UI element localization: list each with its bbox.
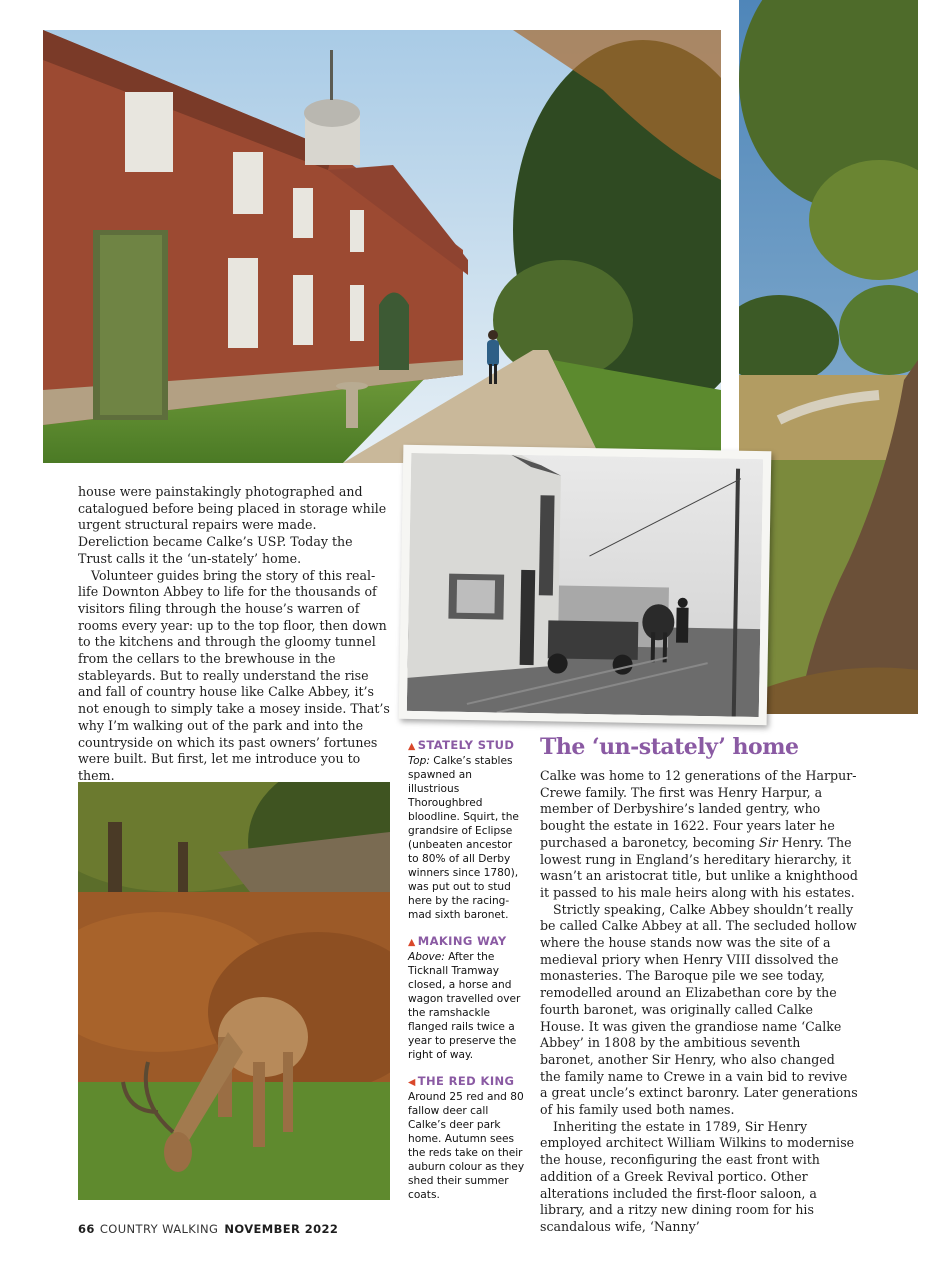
- stables-photo: [43, 30, 721, 463]
- intro-text: [78, 484, 390, 785]
- caption-column: [408, 738, 526, 1214]
- deer-photo: [78, 782, 390, 1200]
- caption-text: After the Ticknall Tramway closed, a horse and wagon travelled over the ramshackle flanged rails twice a year to preserve the right of way.: [408, 951, 521, 1061]
- caption-lead: Top:: [408, 755, 430, 767]
- caption-stately-stud: [408, 738, 526, 922]
- left-triangle-icon: ◀: [408, 1077, 416, 1088]
- caption-title: MAKING WAY: [417, 934, 507, 948]
- caption-text: Calke’s stables spawned an illustrious Thoroughbred bloodline. Squirt, the grandsire of Eclipse (unbeaten ancestor to 80% of all Derby winners since 1780), was put out to stud here by the racing-mad sixth baronet.: [408, 755, 519, 921]
- magazine-name: COUNTRY WALKING: [99, 1222, 219, 1236]
- page-footer: [78, 1222, 338, 1236]
- main-paragraph-1: Calke was home to 12 generations of the Harpur-Crewe family. The first was Henry Harpur, a member of Derbyshire’s landed gentry, who bought the estate in 1622. Four years later he purchased a baronetcy, becoming Sir Henry. The lowest rung in England’s hereditary hierarchy, it wasn’t an aristocrat title, but unlike a knighthood it passed to his male heirs along with his estates.: [540, 768, 858, 900]
- caption-text: Around 25 red and 80 fallow deer call Calke’s deer park home. Autumn sees the reds take on their auburn colour as they shed their summer coats.: [408, 1091, 525, 1201]
- caption-lead: Above:: [408, 951, 445, 963]
- tramway-photo: [399, 445, 772, 725]
- caption-making-way: [408, 934, 526, 1062]
- intro-paragraph-1: house were painstakingly photographed and catalogued before being placed in storage while urgent structural repairs were made. Dereliction became Calke’s USP. Today the Trust calls it the ‘un-stately’ home.: [78, 484, 387, 566]
- intro-paragraph-2: Volunteer guides bring the story of this real-life Downton Abbey to life for the thousands of visitors filing through the house’s warren of rooms every year: up to the top floor, then down to the kitchens and through the gloomy tunnel from the cellars to the brewhouse in the stableyards. But to really understand the rise and fall of country house like Calke Abbey, it’s not enough to simply take a mosey inside. That’s why I’m walking out of the park and into the countryside on which its past owners’ fortunes were built. But first, let me introduce you to them.: [78, 567, 390, 783]
- caption-title: THE RED KING: [417, 1074, 515, 1088]
- page-number: 66: [78, 1222, 95, 1236]
- caption-title: STATELY STUD: [417, 738, 515, 752]
- section-heading: The ‘un-stately’ home: [540, 734, 799, 760]
- main-paragraph-2: Strictly speaking, Calke Abbey shouldn’t really be called Calke Abbey at all. The secluded hollow where the house stands now was the site of a medieval priory when Henry VIII dissolved the monasteries. The Baroque pile we see today, remodelled around an Elizabethan core by the fourth baronet, was originally called Calke House. It was given the grandiose name ‘Calke Abbey’ in 1808 by the ambitious seventh baronet, another Sir Henry, who also changed the family name to Crewe in a vain bid to revive a great uncle’s extinct baronry. Later generations of his family used both names.: [540, 901, 858, 1118]
- main-paragraph-3: Inheriting the estate in 1789, Sir Henry employed architect William Wilkins to modernise the house, reconfiguring the east front with addition of a Greek Revival portico. Other alterations included the first-floor saloon, a library, and a ritzy new dining room for his scandalous wife, ‘Nanny’: [540, 1118, 855, 1234]
- main-text: [540, 768, 858, 1236]
- issue-date: NOVEMBER 2022: [224, 1222, 339, 1236]
- up-triangle-icon: ▲: [408, 741, 416, 752]
- caption-red-king: [408, 1074, 526, 1202]
- up-triangle-icon: ▲: [408, 937, 416, 948]
